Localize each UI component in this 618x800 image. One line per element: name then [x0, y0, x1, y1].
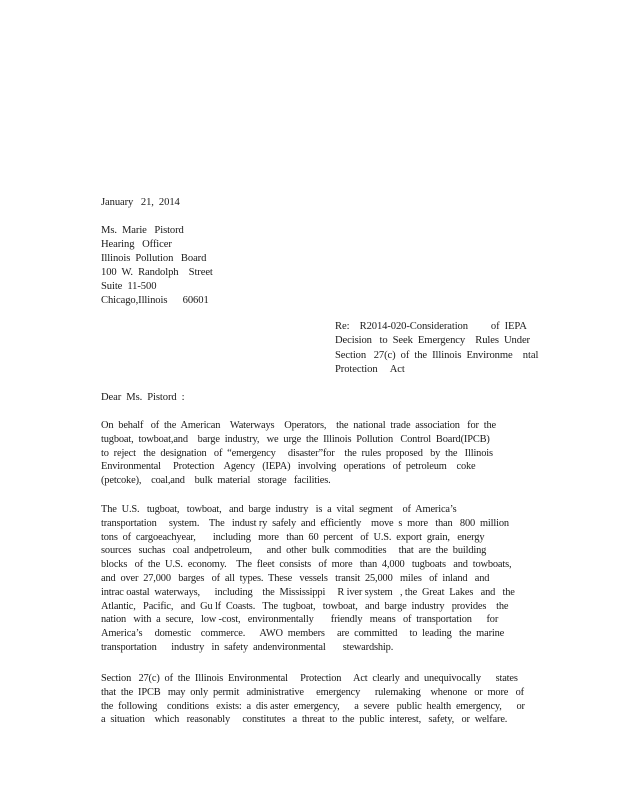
paragraph-line: and over 27,000 barges of all types. These vessels transit 25,000 miles of inland and	[101, 572, 490, 584]
recipient-line: Illinois Pollution Board	[101, 252, 207, 264]
body-paragraph-2	[101, 503, 541, 655]
recipient-line: Hearing Officer	[101, 238, 172, 250]
paragraph-line: Atlantic, Pacific, and Gu lf Coasts. The tugboat, towboat, and barge industry provides the	[101, 600, 509, 612]
paragraph-line: tugboat, towboat,and barge industry, we urge the Illinois Pollution Control Board(IPCB)	[101, 433, 490, 445]
paragraph-line: transportation industry in safety andenvironmental stewardship.	[101, 641, 394, 653]
paragraph-line: a situation which reasonably constitutes a threat to the public interest, safety, or welfare.	[101, 714, 508, 726]
salutation: Dear Ms. Pistord :	[101, 392, 185, 403]
recipient-line: 100 W. Randolph Street	[101, 266, 213, 278]
paragraph-line: the following conditions exists: a dis aster emergency, a severe public health emergency, or	[101, 700, 525, 712]
paragraph-line: blocks of the U.S. economy. The fleet consists of more than 4,000 tugboats and towboats,	[101, 559, 512, 571]
recipient-address-block	[101, 224, 213, 307]
paragraph-line: that the IPCB may only permit administrative emergency rulemaking whenone or more of	[101, 686, 524, 698]
paragraph-line: Environmental Protection Agency (IEPA) involving operations of petroleum coke	[101, 461, 476, 473]
paragraph-line: Section 27(c) of the Illinois Environmental Protection Act clearly and unequivocally states	[101, 673, 518, 684]
subject-reference-block	[335, 320, 545, 377]
re-line: Section 27(c) of the Illinois Environme ntal	[335, 349, 539, 361]
paragraph-line: transportation system. The indust ry safely and efficiently move s more than 800 million	[101, 517, 509, 529]
re-line: Re: R2014-020-Consideration of IEPA	[335, 321, 527, 332]
recipient-line: Suite 11-500	[101, 280, 157, 292]
recipient-line: Ms. Marie Pistord	[101, 225, 184, 236]
body-paragraph-3	[101, 672, 541, 727]
paragraph-line: to reject the designation of “emergency disaster”for the rules proposed by the Illinois	[101, 447, 493, 459]
paragraph-line: (petcoke), coal,and bulk material storage facilities.	[101, 475, 331, 487]
paragraph-line: The U.S. tugboat, towboat, and barge industry is a vital segment of America’s	[101, 504, 457, 515]
re-line: Protection Act	[335, 363, 405, 375]
recipient-line: Chicago,Illinois 60601	[101, 294, 209, 306]
body-paragraph-1	[101, 419, 541, 488]
re-line: Decision to Seek Emergency Rules Under	[335, 335, 530, 347]
paragraph-line: On behalf of the American Waterways Operators, the national trade association for the	[101, 420, 496, 431]
paragraph-line: intrac oastal waterways, including the Mississippi R iver system , the Great Lakes and the	[101, 586, 515, 598]
paragraph-line: sources suchas coal andpetroleum, and other bulk commodities that are the building	[101, 545, 487, 557]
paragraph-line: nation with a secure, low -cost, environmentally friendly means of transportation for	[101, 614, 499, 626]
letter-date: January 21, 2014	[101, 197, 180, 208]
paragraph-line: tons of cargoeachyear, including more than 60 percent of U.S. export grain, energy	[101, 531, 485, 543]
paragraph-line: America’s domestic commerce. AWO members are committed to leading the marine	[101, 628, 505, 640]
